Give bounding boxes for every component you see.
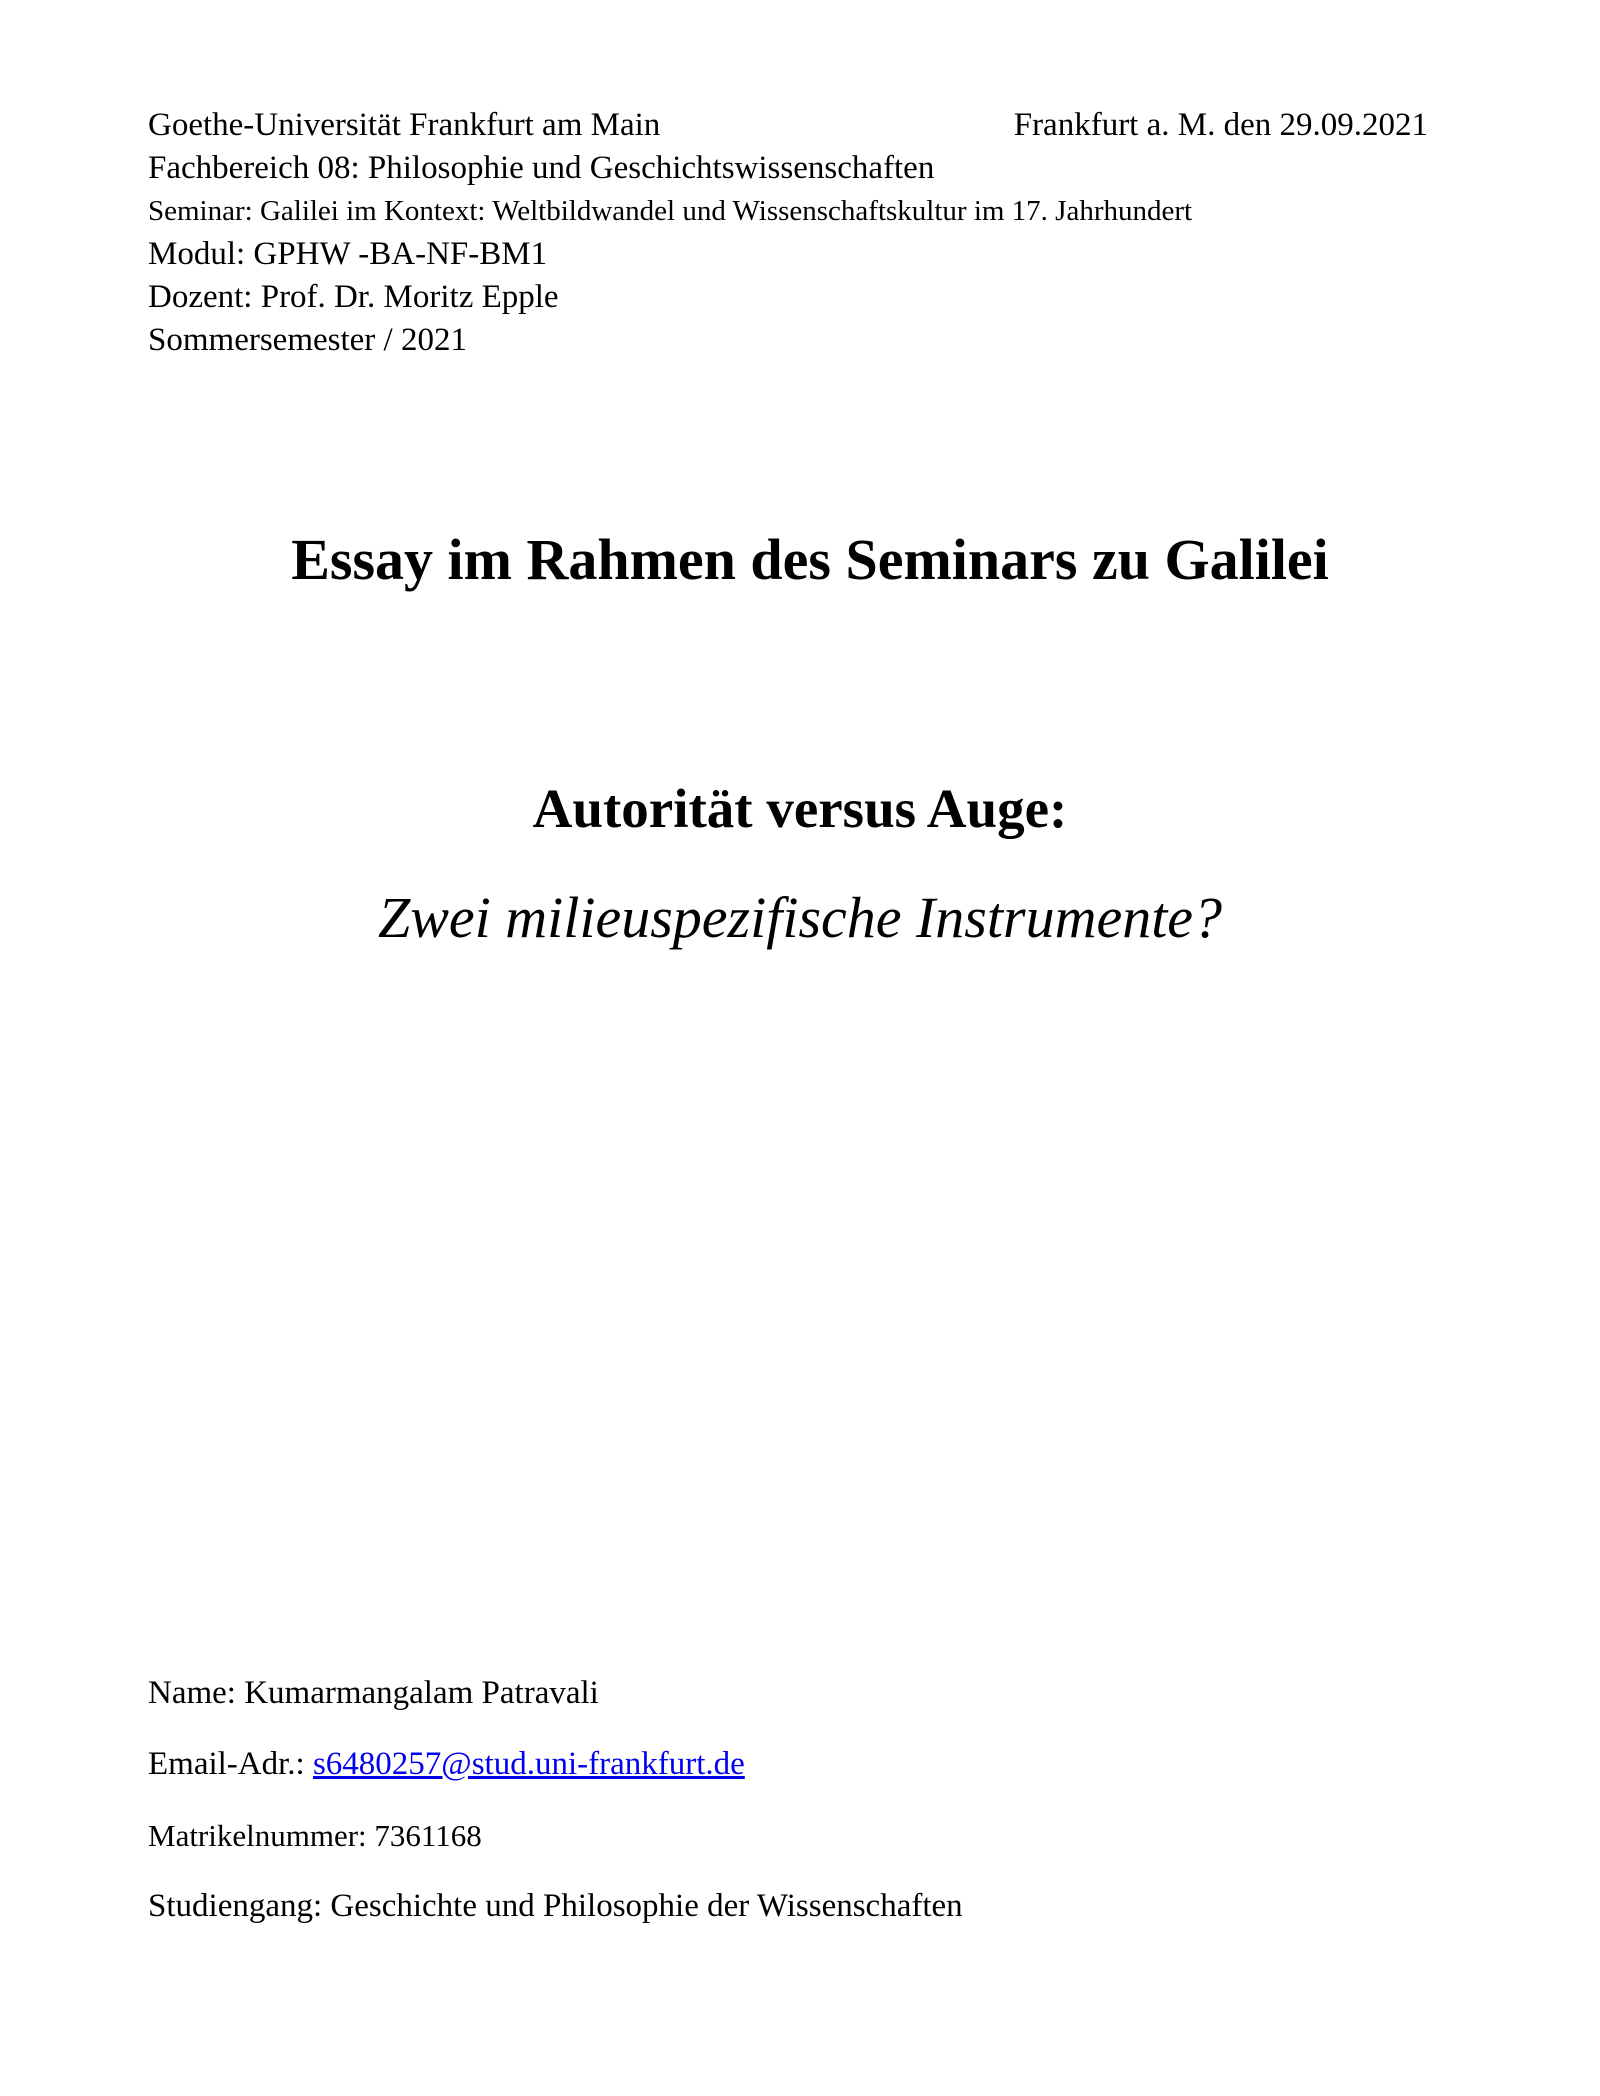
- seminar-line: Seminar: Galilei im Kontext: Weltbildwandel und Wissenschaftskultur im 17. Jahrhundert: [148, 195, 1193, 227]
- essay-subtitle: Autorität versus Auge:: [532, 778, 1068, 839]
- university-name: Goethe-Universität Frankfurt am Main: [148, 107, 661, 143]
- author-name: Name: Kumarmangalam Patravali: [148, 1675, 599, 1711]
- header-block: [148, 104, 1428, 362]
- email-line: [148, 1743, 1448, 1786]
- matriculation-number: Matrikelnummer: 7361168: [148, 1818, 482, 1853]
- email-link[interactable]: s6480257@stud.uni-frankfurt.de: [312, 1746, 745, 1782]
- lecturer-line: Dozent: Prof. Dr. Moritz Epple: [148, 279, 559, 315]
- date-line: Frankfurt a. M. den 29.09.2021: [1013, 107, 1428, 143]
- semester-line: Sommersemester / 2021: [148, 322, 467, 358]
- study-program: Studiengang: Geschichte und Philosophie der Wissenschaften: [148, 1888, 963, 1924]
- author-info-block: [148, 1672, 1448, 1956]
- module-line: Modul: GPHW -BA-NF-BM1: [148, 236, 548, 272]
- essay-subtitle-italic: Zwei milieuspezifische Instrumente?: [377, 885, 1223, 950]
- faculty-line: Fachbereich 08: Philosophie und Geschichtswissenschaften: [148, 150, 935, 186]
- document-title: Essay im Rahmen des Seminars zu Galilei: [291, 527, 1329, 592]
- email-label: Email-Adr.:: [148, 1746, 313, 1782]
